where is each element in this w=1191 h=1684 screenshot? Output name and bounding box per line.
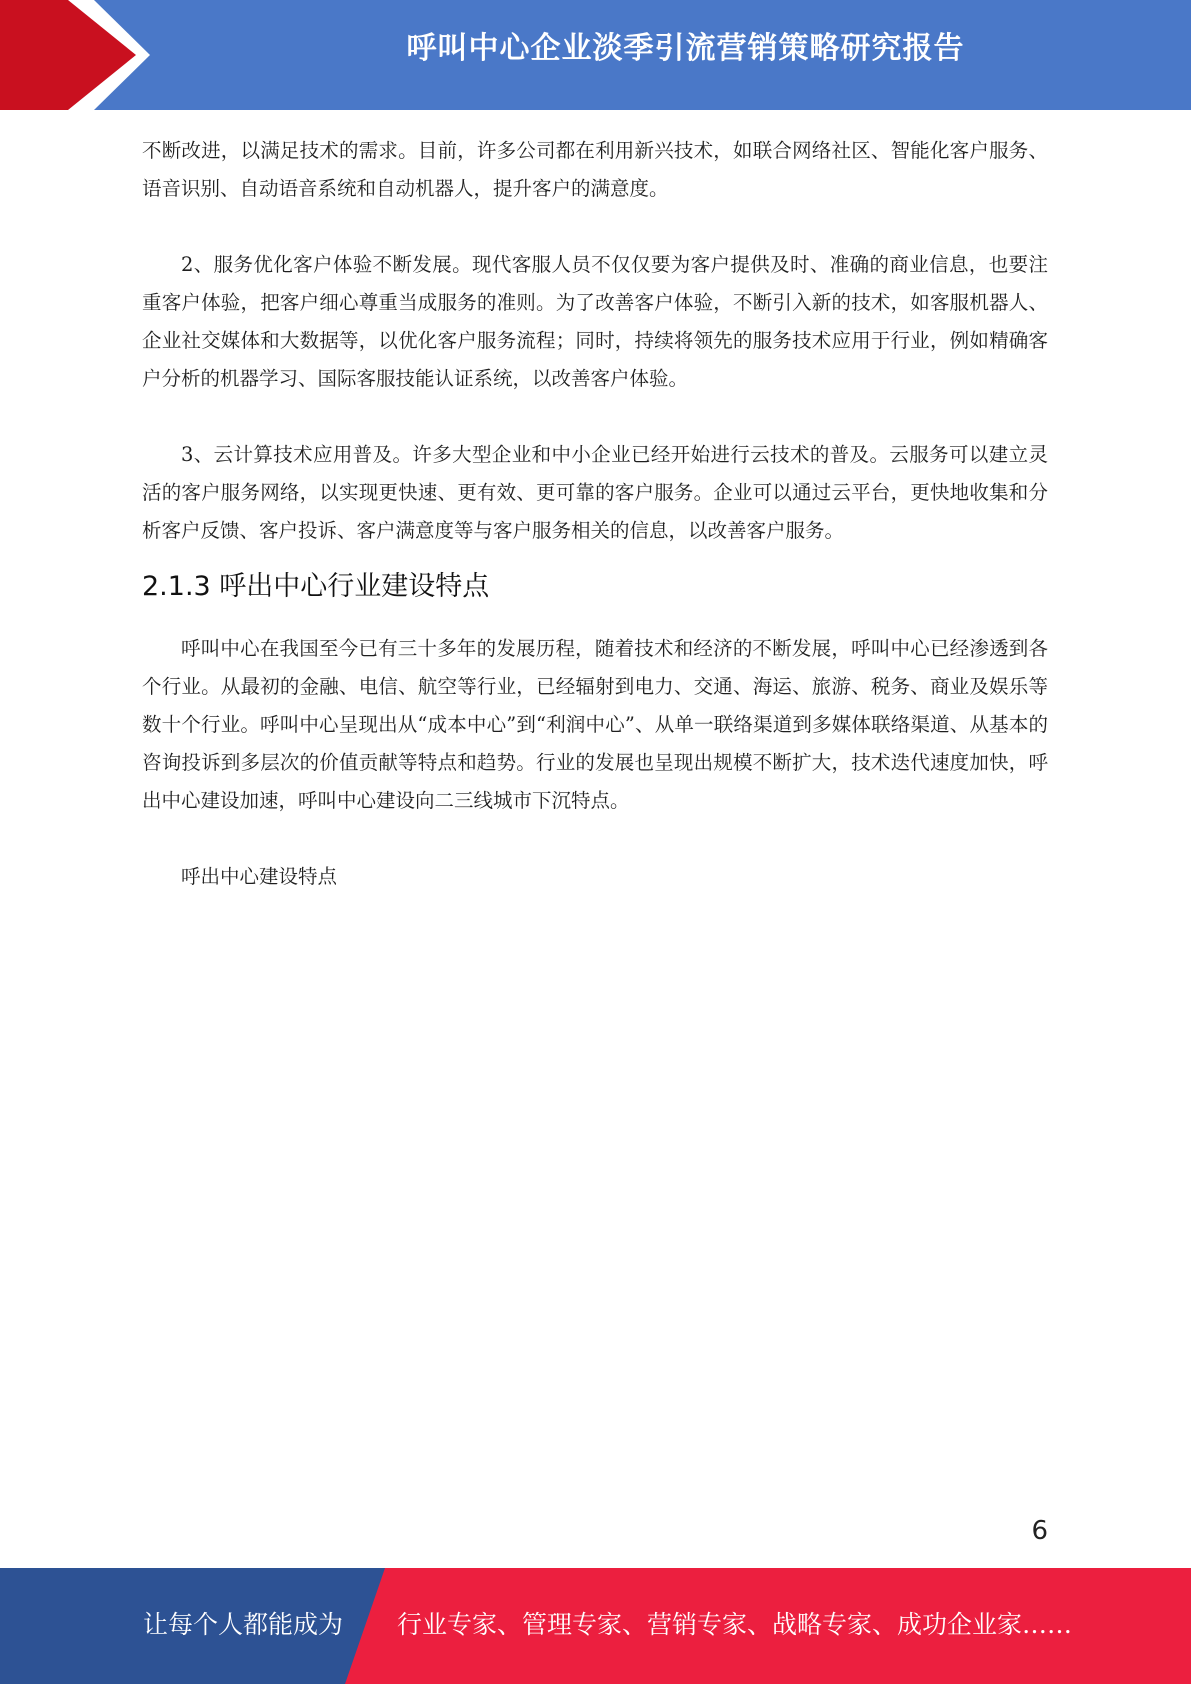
page-number: 6 [1031, 1516, 1048, 1546]
paragraph-spacer [142, 208, 1048, 246]
section-heading: 2.1.3 呼出中心行业建设特点 [142, 571, 490, 602]
page-header [0, 0, 1191, 110]
page-content [142, 132, 1048, 896]
paragraph-cloud-computing: 3、云计算技术应用普及。许多大型企业和中小企业已经开始进行云技术的普及。云服务可以建立灵活的客户服务网络，以实现更快速、更有效、更可靠的客户服务。企业可以通过云平台，更快地收集和分析客户反馈、客户投诉、客户满意度等与客户服务相关的信息，以改善客户服务。 [142, 443, 1048, 542]
footer-slogan-left: 让每个人都能成为 [143, 1610, 344, 1639]
page-footer [0, 1568, 1191, 1684]
paragraph-spacer [142, 398, 1048, 436]
header-arrow-icon [0, 0, 136, 110]
footer-slogan-right: 行业专家、管理专家、营销专家、战略专家、成功企业家…… [397, 1610, 1073, 1639]
paragraph-spacer [142, 820, 1048, 858]
paragraph-intro-continued: 不断改进，以满足技术的需求。目前，许多公司都在利用新兴技术，如联合网络社区、智能化客户服务、语音识别、自动语音系统和自动机器人，提升客户的满意度。 [142, 139, 1048, 200]
paragraph-customer-experience: 2、服务优化客户体验不断发展。现代客服人员不仅仅要为客户提供及时、准确的商业信息，也要注重客户体验，把客户细心尊重当成服务的准则。为了改善客户体验，不断引入新的技术，如客服机器人、企业社交媒体和大数据等，以优化客户服务流程；同时，持续将领先的服务技术应用于行业，例如精确客户分析的机器学习、国际客服技能认证系统，以改善客户体验。 [142, 253, 1048, 390]
report-title: 呼叫中心企业淡季引流营销策略研究报告 [406, 31, 965, 66]
paragraph-outbound-features: 呼出中心建设特点 [181, 865, 338, 888]
paragraph-industry-development: 呼叫中心在我国至今已有三十多年的发展历程，随着技术和经济的不断发展，呼叫中心已经渗透到各个行业。从最初的金融、电信、航空等行业，已经辐射到电力、交通、海运、旅游、税务、商业及娱乐等数十个行业。呼叫中心呈现出从“成本中心”到“利润中心”、从单一联络渠道到多媒体联络渠道、从基本的咨询投诉到多层次的价值贡献等特点和趋势。行业的发展也呈现出规模不断扩大，技术迭代速度加快，呼出中心建设加速，呼叫中心建设向二三线城市下沉特点。 [142, 637, 1048, 812]
